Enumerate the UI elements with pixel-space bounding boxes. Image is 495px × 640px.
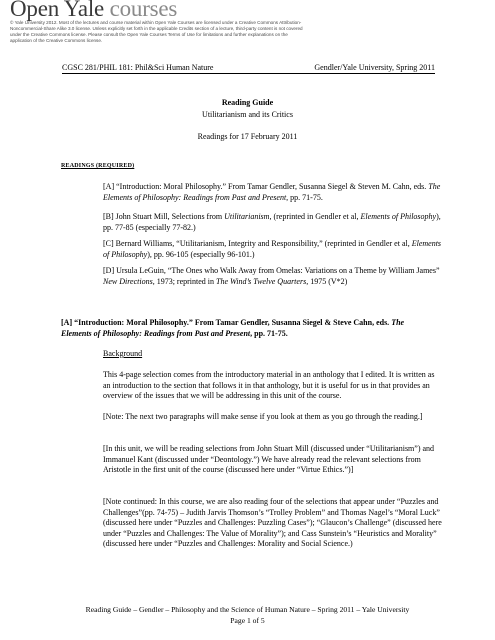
background-label: Background — [103, 349, 143, 358]
institution: Gendler/Yale University, Spring 2011 — [314, 63, 435, 72]
paragraph: [Note: The next two paragraphs will make sense if you look at them as you go through the reading.] — [103, 412, 423, 421]
logo-strong: Open Yale — [10, 0, 105, 21]
paragraph: [In this unit, we will be reading selections from John Stuart Mill (discussed under “Utilitarianism”) and Immanuel Kant (discussed under “Deontology.”) We have already read the relevant selections from Aristotle in the first unit of the course (discussed here under “Virtue Ethics.”)] — [103, 444, 435, 475]
reading-item-a: [A] “Introduction: Moral Philosophy.” From Tamar Gendler, Susanna Siegel & Steven M. Cahn, eds. The Elements of Philosophy: Readings from Past and Present, pp. 71-75. — [103, 182, 441, 202]
section-label: READINGS (REQUIRED) — [61, 163, 135, 169]
page-title: Reading Guide — [221, 98, 274, 107]
running-header — [62, 63, 435, 74]
page-footer: Reading Guide – Gendler – Philosophy and the Science of Human Nature – Spring 2011 – Yale University — [85, 605, 410, 614]
paragraph: [Note continued: In this course, we are also reading four of the selections that appear under “Puzzles and Challenges”(pp. 74-75) – Judith Jarvis Thomson’s “Trolley Problem” and Thomas Nagel’s “Moral Luck” (discussed here under “Puzzles and Challenges: Puzzling Cases”); “Glaucon’s Challenge” (discussed here under “Puzzles and Challenges: The Value of Morality”); and Cass Sunstein’s “Heuristics and Morality” (discussed here under “Puzzles and Challenges: Morality and Social Science.) — [103, 497, 442, 549]
page-subtitle: Utilitarianism and its Critics — [202, 110, 293, 119]
license-notice: © Yale University 2012. Most of the lectures and course material within Open Yale Courses are licensed under a Creative Commons Attribution-Noncommercial-Share Alike 3.0 license. Unless explicitly set forth in the applicable Credits section of a lecture, third-party content is not covered under the Creative Commons license. Please consult the Open Yale Courses Terms of Use for limitations and further explanations on the application of the Creative Commons license. — [10, 20, 303, 43]
reading-item-d: [D] Ursula LeGuin, “The Ones who Walk Away from Omelas: Variations on a Theme by William James” New Directions, 1973; reprinted in The Wind’s Twelve Quarters, 1975 (V*2) — [103, 266, 440, 286]
course-code: CGSC 281/PHIL 181: Phil&Sci Human Nature — [62, 63, 214, 72]
logo-thin: courses — [109, 0, 178, 21]
reading-item-c: [C] Bernard Williams, “Utilitarianism, Integrity and Responsibility,” (reprinted in Gendler et al, Elements of Philosophy), pp. 96-105 (especially 96-101.) — [103, 239, 442, 259]
paragraph: This 4-page selection comes from the introductory material in an anthology that I edited. It is written as an introduction to the section that follows it in that anthology, but it is useful for us in that provides an overview of the issues that we will be addressing in this unit of the course. — [103, 370, 435, 401]
reading-item-b: [B] John Stuart Mill, Selections from Utilitarianism, (reprinted in Gendler et al, Elements of Philosophy), pp. 77-85 (especially 77-82.) — [103, 212, 441, 232]
readings-date: Readings for 17 February 2011 — [197, 132, 298, 141]
page-number: Page 1 of 5 — [230, 616, 265, 625]
reading-a-heading: [A] “Introduction: Moral Philosophy.” From Tamar Gendler, Susanna Siegel & Steve Cahn, eds. The Elements of Philosophy: Readings from Past and Present, pp. 71-75. — [61, 318, 405, 338]
open-yale-courses-logo[interactable] — [10, 0, 177, 22]
open-yale-banner — [0, 0, 495, 50]
